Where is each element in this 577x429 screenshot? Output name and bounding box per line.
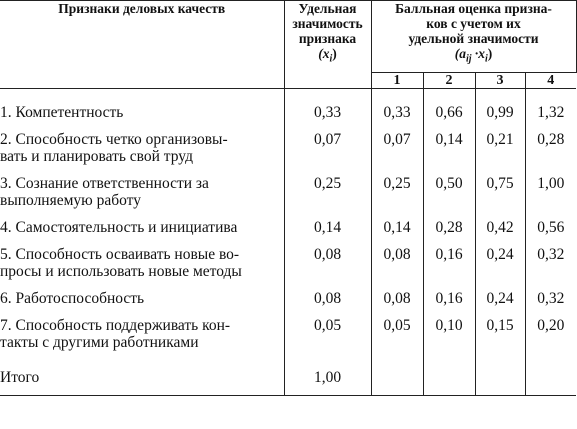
header-features: Признаки деловых качеств xyxy=(0,1,284,89)
table-row xyxy=(0,214,576,241)
weight-cell: 0,25 xyxy=(284,170,371,214)
empty-cell xyxy=(423,356,475,396)
feature-cell: 7. Способность поддерживать кон- такты с другими работниками xyxy=(0,312,284,356)
score-cell: 0,99 xyxy=(475,88,525,126)
score-cell: 0,28 xyxy=(525,126,576,170)
table-row xyxy=(0,312,576,356)
weight-cell: 0,08 xyxy=(284,241,371,285)
feature-cell: 2. Способность четко организовы- вать и планировать свой труд xyxy=(0,126,284,170)
weight-cell: 0,08 xyxy=(284,285,371,312)
score-cell: 0,14 xyxy=(371,214,423,241)
score-cell: 0,42 xyxy=(475,214,525,241)
table-body xyxy=(0,88,576,395)
score-cell: 0,15 xyxy=(475,312,525,356)
score-cell: 0,20 xyxy=(525,312,576,356)
score-cell: 0,24 xyxy=(475,241,525,285)
feature-cell: 3. Сознание ответственности за выполняемую работу xyxy=(0,170,284,214)
empty-cell xyxy=(525,356,576,396)
score-cell: 0,16 xyxy=(423,241,475,285)
table-row xyxy=(0,126,576,170)
feature-cell: 5. Способность осваивать новые во- просы и использовать новые методы xyxy=(0,241,284,285)
score-cell: 0,08 xyxy=(371,285,423,312)
score-cell: 0,75 xyxy=(475,170,525,214)
score-cell: 0,56 xyxy=(525,214,576,241)
feature-cell: 6. Работоспособность xyxy=(0,285,284,312)
level-1: 1 xyxy=(371,72,423,88)
feature-cell: 1. Компетентность xyxy=(0,88,284,126)
empty-cell xyxy=(371,356,423,396)
feature-cell: 4. Самостоятельность и инициатива xyxy=(0,214,284,241)
score-cell: 0,10 xyxy=(423,312,475,356)
score-cell: 0,07 xyxy=(371,126,423,170)
header-weight: Удельная значимость признака $(x_i)$ xyxy=(284,1,371,89)
score-cell: 0,50 xyxy=(423,170,475,214)
total-row xyxy=(0,356,576,396)
header-row xyxy=(0,1,576,73)
score-cell: 0,32 xyxy=(525,241,576,285)
total-weight: 1,00 xyxy=(284,356,371,396)
table-row xyxy=(0,88,576,126)
score-cell: 0,16 xyxy=(423,285,475,312)
total-label: Итого xyxy=(0,356,284,396)
score-cell: 0,32 xyxy=(525,285,576,312)
score-cell: 0,28 xyxy=(423,214,475,241)
score-cell: 0,25 xyxy=(371,170,423,214)
weight-cell: 0,14 xyxy=(284,214,371,241)
empty-cell xyxy=(475,356,525,396)
weight-cell: 0,33 xyxy=(284,88,371,126)
level-4: 4 xyxy=(525,72,576,88)
score-cell: 0,05 xyxy=(371,312,423,356)
score-cell: 0,33 xyxy=(371,88,423,126)
score-cell: 1,32 xyxy=(525,88,576,126)
score-cell: 0,24 xyxy=(475,285,525,312)
score-cell: 0,08 xyxy=(371,241,423,285)
table-row xyxy=(0,241,576,285)
weight-cell: 0,07 xyxy=(284,126,371,170)
level-3: 3 xyxy=(475,72,525,88)
table-row xyxy=(0,170,576,214)
score-cell: 0,14 xyxy=(423,126,475,170)
header-score: Балльная оценка призна- ков с учетом их удельной значимости $(a_{ij} \cdot x_i)$ xyxy=(371,1,576,73)
score-cell: 0,66 xyxy=(423,88,475,126)
level-2: 2 xyxy=(423,72,475,88)
table-row xyxy=(0,285,576,312)
score-cell: 1,00 xyxy=(525,170,576,214)
weight-cell: 0,05 xyxy=(284,312,371,356)
score-cell: 0,21 xyxy=(475,126,525,170)
